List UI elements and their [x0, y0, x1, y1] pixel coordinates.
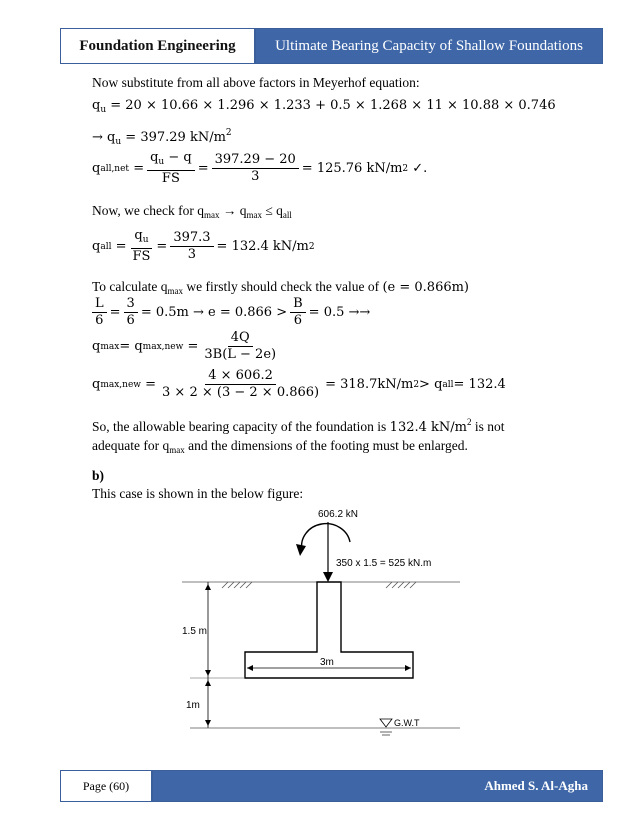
moment-arc: [302, 524, 350, 550]
gwt-label: G.W.T: [394, 718, 420, 728]
load-label: 606.2 kN: [318, 509, 359, 520]
text-line-calc-qmax: To calculate $q_{max}$ we firstly should check the value of (e = 0.866m): [92, 279, 470, 296]
equation-q-all: q all = $\frac{q_u}{FS}$ = $\frac{397.3}{3}$ = 132.4 kN/m 2: [92, 228, 315, 264]
footing-figure: [0, 500, 638, 762]
text-line-conclusion-1: So, the allowable bearing capacity of the foundation is 132.4 $kN/m^2$ is not: [92, 417, 505, 435]
header-chapter-title: Ultimate Bearing Capacity of Shallow Foundations: [256, 29, 602, 63]
equation-eccentricity: $\frac{L}{6}$ = $\frac{3}{6}$ = 0.5m → e = 0.866 > $\frac{B}{6}$ = 0.5 →→: [92, 296, 370, 329]
text-line-figure-intro: This case is shown in the below figure:: [92, 486, 304, 501]
equation-qu-result: → $q_u = 397.29$ $kN/m^2$: [92, 128, 232, 147]
page-header: [60, 28, 603, 64]
gwt-depth-label: 1m: [186, 700, 200, 711]
ground-hatch-left: [222, 582, 252, 588]
header-course-title: Foundation Engineering: [61, 29, 256, 63]
part-b-label: b): [92, 468, 105, 483]
equation-qmax-new: q max,new = $\frac{4 \times 606.2}{3 \times 2 \times (3 - 2 \times 0.866)}$ = 318.7kN/m 2 > q all = 132.4: [92, 368, 506, 400]
moment-arrowhead: [296, 544, 306, 556]
depth-label: 1.5 m: [182, 626, 208, 637]
text-line-check: Now, we check for $q_{max} \to q_{max} \le q_{all}$: [92, 203, 292, 220]
equation-qu: $q_u = 20 \times 10.66 \times 1.296 \times 1.233 + 0.5 \times 1.268 \times 11 \times 10.88 \times 0.746$: [92, 98, 556, 115]
text-line-intro: Now substitute from all above factors in Meyerhof equation:: [92, 75, 420, 90]
equation-q-all-net: q all,net = $\frac{q_u - q}{FS}$ = $\frac{397.29 - 20}{3}$ = 125.76 kN/m 2 ✓.: [92, 150, 428, 186]
moment-label: 350 x 1.5 = 525 kN.m: [336, 558, 432, 569]
check-mark-icon: ✓.: [412, 161, 428, 176]
equation-qmax: q max = q max,new = $\frac{4Q}{3B(L - 2e)}$: [92, 330, 277, 362]
author-name: Ahmed S. Al-Agha: [153, 771, 602, 801]
page-number: Page (60): [61, 771, 153, 801]
ground-hatch-right: [386, 582, 416, 588]
text-line-conclusion-2: adequate for $q_{max}$ and the dimensions of the footing must be enlarged.: [92, 438, 468, 455]
gwt-symbol-icon: [380, 719, 392, 727]
load-arrowhead: [323, 572, 333, 582]
page-footer: [60, 770, 603, 802]
width-label: 3m: [320, 657, 334, 668]
